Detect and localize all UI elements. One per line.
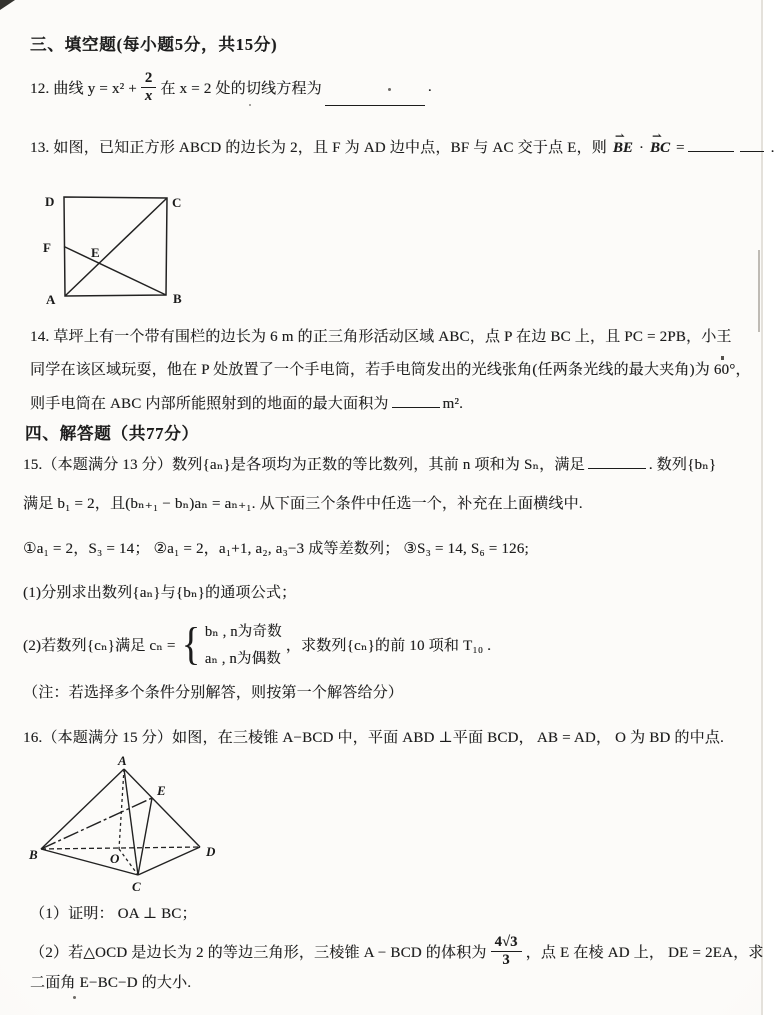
q14-unit: m². [442, 395, 464, 412]
label-A: A [118, 753, 127, 768]
q15-condition-blank [588, 452, 646, 469]
question-15-part2 [23, 614, 491, 674]
diagonal-AC [65, 198, 167, 296]
q12-period: . [427, 78, 432, 95]
q13-period: . [770, 139, 775, 156]
label-F: F [43, 240, 51, 255]
question-15-line1 [23, 452, 716, 474]
section-answer-heading: 四、解答题（共77分） [25, 424, 199, 443]
question-15-line2: 满足 b₁ = 2，且(bₙ₊₁ − bₙ)aₙ = aₙ₊₁. 从下面三个条件中任选一个，补充在上面横线中. [23, 496, 583, 512]
q16-fraction-numerator: 4√3 [491, 934, 522, 951]
q15-piecewise-definition [180, 620, 282, 668]
label-B: B [173, 291, 182, 306]
segment-AO-hidden [119, 769, 124, 849]
question-16-line1: 16.（本题满分 15 分）如图，在三棱锥 A−BCD 中，平面 ABD ⊥平面 BCD， AB = AD， O 为 BD 的中点. [23, 730, 724, 746]
scan-artifact-right-line [758, 250, 760, 332]
vector-arrow-icon: ⇀ [651, 128, 663, 143]
question-14-line2: 同学在该区域玩耍，他在 P 处放置了一个手电筒，若手电筒发出的光线张角(任两条光线的最大夹角)为 60°， [30, 362, 751, 378]
question-16-part2 [30, 928, 763, 974]
q15-part2-tail: ，求数列{cₙ}的前 10 项和 T₁₀ . [285, 637, 492, 654]
q13-vector-BC [649, 128, 670, 157]
edge-BC [41, 849, 138, 875]
q14-answer-blank [392, 391, 440, 408]
label-C: C [132, 879, 141, 894]
label-E: E [91, 245, 100, 260]
scan-artifact-speck [73, 996, 76, 999]
question-15-note: （注：若选择多个条件分别解答，则按第一个解答给分） [23, 685, 404, 701]
question-13 [30, 128, 775, 157]
q15-line1-text: 15.（本题满分 13 分）数列{aₙ}是各项均为正数的等比数列，其前 n 项和为 Sₙ，满足 [23, 456, 585, 473]
q13-square-figure [40, 188, 192, 314]
vector-arrow-icon: ⇀ [614, 128, 625, 143]
question-16-part2-line2: 二面角 E−BC−D 的大小. [30, 975, 192, 991]
q13-answer-blank2 [740, 135, 764, 152]
q13-vector-BE-label: BE [612, 139, 633, 156]
label-D: D [206, 844, 216, 859]
section-fill-heading: 三、填空题(每小题5分，共15分) [30, 35, 278, 54]
cases-brace-icon: { [181, 618, 201, 670]
edge-AD [124, 769, 200, 847]
q16-part2-tail: ，点 E 在棱 AD 上， DE = 2EA，求 [525, 944, 764, 961]
segment-EC [138, 798, 152, 875]
q12-text-before-fraction: 12. 曲线 y = x² + [30, 80, 137, 97]
edge-CD [138, 847, 200, 875]
question-14-line3 [30, 391, 463, 413]
segment-FB [64, 247, 166, 296]
label-C: C [172, 195, 182, 210]
q13-vector-BC-label: BC [649, 139, 670, 156]
q12-text-after-fraction: 在 x = 2 处的切线方程为 [160, 80, 322, 97]
label-D: D [45, 194, 55, 209]
label-A: A [46, 292, 56, 307]
q16-tetrahedron-figure [18, 753, 240, 897]
question-12 [30, 64, 432, 110]
q12-fraction-denominator: x [144, 87, 153, 104]
q16-part2-text: （2）若△OCD 是边长为 2 的等边三角形，三棱锥 A − BCD 的体积为 [30, 944, 487, 961]
q12-fraction-numerator: 2 [141, 70, 156, 87]
question-14-line1: 14. 草坪上有一个带有围栏的边长为 6 m 的正三角形活动区域 ABC，点 P 在边 BC 上，且 PC = 2PB，小王 [30, 329, 732, 345]
edge-BD-hidden [41, 847, 200, 849]
q13-answer-blank [688, 135, 734, 152]
label-E: E [157, 783, 166, 798]
q13-vector-BE [612, 128, 633, 157]
q15-case-even: aₙ , n为偶数 [204, 651, 281, 667]
scan-artifact-corner [0, 0, 15, 10]
q12-answer-blank [325, 89, 425, 106]
segment-BE [41, 798, 152, 849]
q16-fraction-denominator: 3 [502, 951, 510, 968]
q14-text: 则手电筒在 ABC 内部所能照射到的地面的最大面积为 [30, 395, 389, 412]
question-15-part1: (1)分别求出数列{aₙ}与{bₙ}的通项公式； [23, 585, 297, 601]
q13-equals-sign: = [675, 139, 685, 156]
question-16-part1: （1）证明： OA ⊥ BC； [30, 906, 197, 922]
q13-text: 13. 如图，已知正方形 ABCD 的边长为 2，且 F 为 AD 边中点，BF 与 AC 交于点 E，则 [30, 139, 607, 156]
q15-part2-text: (2)若数列{cₙ}满足 cₙ = [23, 637, 176, 654]
label-O: O [110, 851, 120, 866]
q15-line1-tail: . 数列{bₙ} [648, 456, 717, 473]
question-15-conditions: ①a₁ = 2，S₃ = 14； ②a₁ = 2，a₁+1, a₂, a₃−3 成等差数列； ③S₃ = 14, S₆ = 126; [23, 541, 529, 557]
q12-fraction [141, 70, 156, 103]
edge-AB [41, 769, 124, 849]
q15-case-odd: bₙ , n为奇数 [204, 624, 282, 640]
q16-volume-fraction [491, 934, 522, 967]
q13-dot-operator: · [638, 139, 645, 156]
label-B: B [29, 847, 38, 862]
